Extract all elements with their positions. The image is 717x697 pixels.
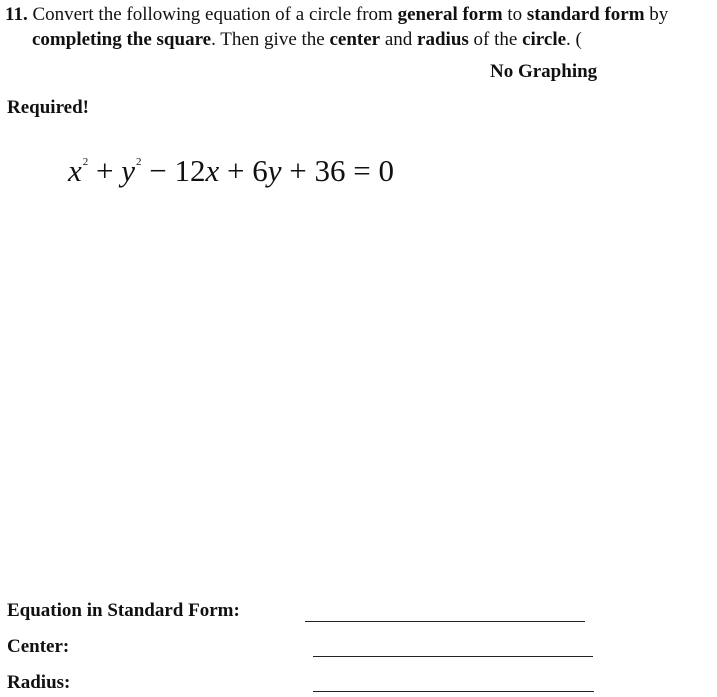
var-x: x <box>68 153 82 188</box>
term: + 36 = 0 <box>281 153 394 188</box>
question-text: . ( <box>566 29 582 50</box>
term-completing-the-square: completing the square <box>32 29 212 50</box>
required-label: Required! <box>7 97 89 118</box>
question-text: Convert the following equation of a circle from <box>32 4 393 25</box>
no-graphing-note: No Graphing <box>490 61 598 82</box>
var-x: x <box>205 153 220 188</box>
question-text: . Then give the <box>211 29 325 50</box>
term-standard-form: standard form <box>526 4 645 25</box>
radius-label: Radius: <box>7 672 71 693</box>
operator: + <box>88 153 122 188</box>
question-text: and <box>384 29 413 50</box>
question-line-2 <box>32 29 582 51</box>
exponent-x: 2 <box>82 156 89 168</box>
term-circle: circle <box>522 29 567 50</box>
exponent-y: 2 <box>136 156 142 168</box>
var-y: y <box>267 153 282 188</box>
center-answer-line[interactable] <box>313 656 593 657</box>
term-center: center <box>329 29 381 50</box>
term: − 12 <box>141 153 206 188</box>
question-text: to <box>507 4 523 25</box>
var-y: y <box>121 153 136 188</box>
term-general-form: general form <box>397 4 503 25</box>
question-text: of the <box>473 29 518 50</box>
question-text: by <box>649 4 669 25</box>
center-label: Center: <box>7 636 70 657</box>
term: + 6 <box>219 153 268 188</box>
standard-form-answer-line[interactable] <box>305 621 585 622</box>
question-number: 11. <box>5 4 28 25</box>
circle-equation <box>68 153 394 189</box>
standard-form-label: Equation in Standard Form: <box>7 600 240 621</box>
question-line-1 <box>5 4 668 26</box>
term-radius: radius <box>417 29 469 50</box>
radius-answer-line[interactable] <box>313 691 594 692</box>
